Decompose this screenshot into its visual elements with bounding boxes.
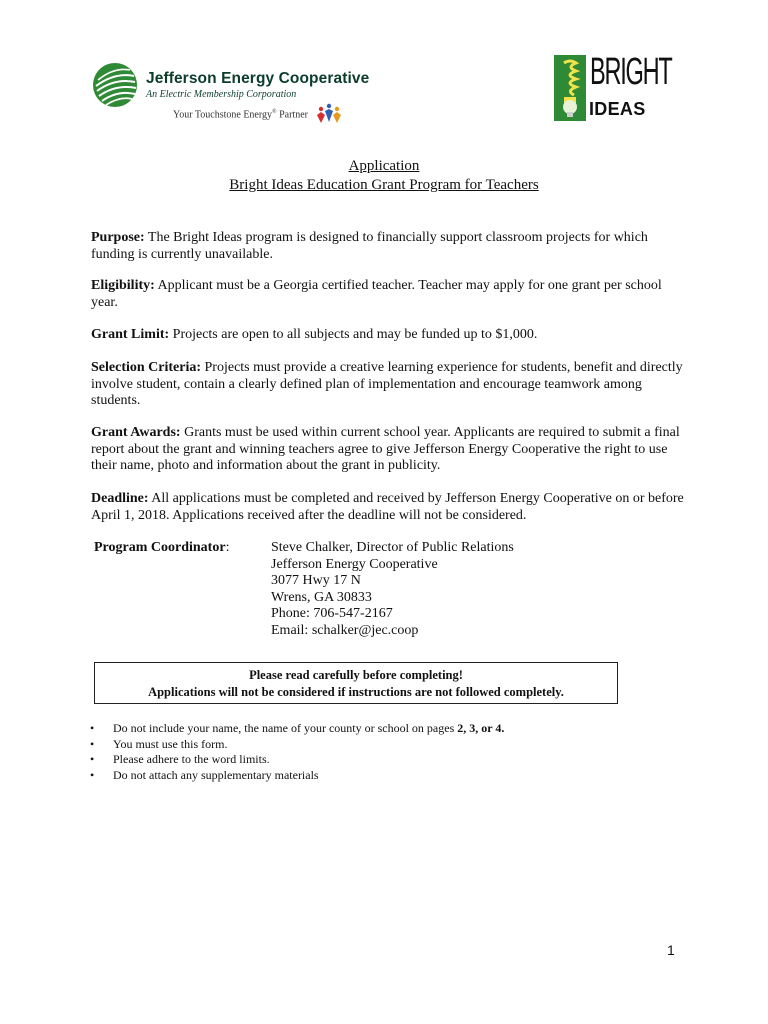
globe-logo-icon	[92, 62, 138, 108]
notice-box	[94, 662, 618, 704]
deadline-section	[91, 491, 691, 524]
purpose-label: Purpose:	[91, 230, 145, 245]
title-program: Bright Ideas Education Grant Program for Teachers	[229, 177, 539, 193]
list-item: • Do not include your name, the name of your county or school on pages 2, 3, or 4.	[90, 721, 504, 737]
grant-awards-label: Grant Awards:	[91, 425, 181, 440]
eligibility-text: Applicant must be a Georgia certified teacher. Teacher may apply for one grant per school year.	[91, 278, 662, 310]
registered-mark: ®	[272, 109, 277, 115]
grant-limit-text: Projects are open to all subjects and may be funded up to $1,000.	[169, 327, 538, 342]
instructions-list	[90, 721, 504, 783]
touchstone-figures-icon	[316, 102, 342, 126]
org-name: Jefferson Energy Cooperative	[146, 70, 370, 87]
list-item: • Do not attach any supplementary materials	[90, 768, 504, 784]
coordinator-label: Program Coordinator:	[94, 540, 230, 555]
coordinator-email: Email: schalker@jec.coop	[271, 622, 419, 638]
selection-criteria-text: Projects must provide a creative learning experience for students, benefit and directly involve student, contain a clearly defined plan of implementation and encourage teamwork among students.	[91, 360, 683, 408]
grant-limit-section	[91, 327, 691, 344]
selection-criteria-label: Selection Criteria:	[91, 360, 202, 375]
deadline-label: Deadline:	[91, 491, 149, 506]
selection-criteria-section	[91, 360, 691, 410]
coordinator-street: 3077 Hwy 17 N	[271, 573, 361, 588]
grant-awards-text: Grants must be used within current school year. Applicants are required to submit a final report about the grant and winning teachers agree to give Jefferson Energy Cooperative the right to use their name, photo and information about the grant in publicity.	[91, 425, 680, 473]
touchstone-prefix: Your Touchstone Energy	[173, 109, 273, 121]
grant-limit-label: Grant Limit:	[91, 327, 170, 342]
coordinator-contact	[271, 540, 514, 639]
logo-green-panel	[554, 55, 586, 121]
notice-line-1: Please read carefully before completing!	[249, 668, 463, 682]
grant-awards-section	[91, 425, 691, 475]
coordinator-name: Steve Chalker, Director of Public Relations	[271, 540, 514, 555]
jec-logo	[90, 58, 370, 128]
eligibility-section	[91, 278, 691, 311]
purpose-section	[91, 230, 691, 263]
document-title	[0, 157, 768, 195]
purpose-text: The Bright Ideas program is designed to financially support classroom projects for which funding is currently unavailable.	[91, 230, 648, 262]
coordinator-org: Jefferson Energy Cooperative	[271, 556, 438, 572]
coordinator-city: Wrens, GA 30833	[271, 589, 372, 605]
touchstone-tagline	[173, 109, 308, 120]
deadline-text: All applications must be completed and received by Jefferson Energy Cooperative on or before April 1, 2018. Applications received after the deadline will not be considered.	[91, 491, 684, 523]
touchstone-suffix: Partner	[276, 109, 308, 121]
lightbulb-icon	[554, 55, 586, 121]
list-item: • You must use this form.	[90, 737, 504, 753]
ideas-wordmark: IDEAS	[589, 99, 646, 119]
title-application: Application	[348, 158, 420, 174]
eligibility-label: Eligibility:	[91, 278, 155, 293]
pages-reference: 2, 3, or 4.	[457, 721, 505, 735]
notice-line-2: Applications will not be considered if instructions are not followed completely.	[148, 685, 564, 699]
bright-ideas-logo	[554, 51, 672, 123]
coordinator-phone: Phone: 706-547-2167	[271, 606, 393, 621]
bright-wordmark: BRIGHT	[590, 51, 672, 93]
list-item: • Please adhere to the word limits.	[90, 752, 504, 768]
org-subtitle: An Electric Membership Corporation	[146, 89, 297, 100]
page-number: 1	[667, 942, 675, 958]
